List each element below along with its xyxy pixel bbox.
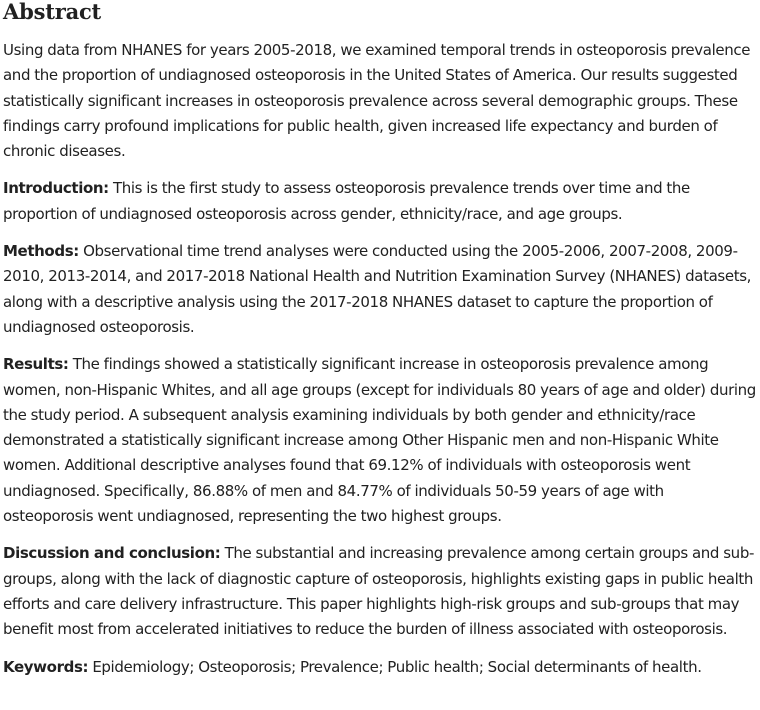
keywords-text: Epidemiology; Osteoporosis; Prevalence; Public health; Social determinants of health. [88,657,702,676]
introduction-label: Introduction: [3,179,109,198]
keywords-label: Keywords: [3,657,89,676]
introduction-paragraph [3,176,756,227]
methods-label: Methods: [3,242,79,261]
abstract-summary: Using data from NHANES for years 2005-2018, we examined temporal trends in osteoporosis prevalence and the proportion of undiagnosed osteoporosis in the United States of America. Our results suggested statistically significant increases in osteoporosis prevalence across several demographic groups. These findings carry profound implications for public health, given increased life expectancy and burden of chronic diseases. [3,41,751,161]
methods-text: Observational time trend analyses were conducted using the 2005-2006, 2007-2008, 2009-2010, 2013-2014, and 2017-2018 National Health and Nutrition Examination Survey (NHANES) datasets, along with a descriptive analysis using the 2017-2018 NHANES dataset to capture the proportion of undiagnosed osteoporosis. [3,242,752,336]
results-label: Results: [3,355,69,374]
introduction-text: This is the first study to assess osteoporosis prevalence trends over time and the proportion of undiagnosed osteoporosis across gender, ethnicity/race, and age groups. [3,179,690,223]
results-paragraph [3,352,756,529]
abstract-heading: Abstract [3,0,102,24]
methods-paragraph [3,239,756,340]
discussion-text: The substantial and increasing prevalence among certain groups and sub-groups, along with the lack of diagnostic capture of osteoporosis, highlights existing gaps in public health efforts and care delivery infrastructure. This paper highlights high-risk groups and sub-groups that may benefit most from accelerated initiatives to reduce the burden of illness associated with osteoporosis. [3,544,754,639]
results-text: The findings showed a statistically significant increase in osteoporosis prevalence among women, non-Hispanic Whites, and all age groups (except for individuals 80 years of age and older) during the study period. A subsequent analysis examining individuals by both gender and ethnicity/race demonstrated a statistically significant increase among Other Hispanic men and non-Hispanic White women. Additional descriptive analyses found that 69.12% of individuals with osteoporosis went undiagnosed. Specifically, 86.88% of men and 84.77% of individuals 50-59 years of age with osteoporosis went undiagnosed, representing the two highest groups. [3,355,756,526]
discussion-paragraph [3,541,756,642]
discussion-label: Discussion and conclusion: [3,544,221,563]
keywords-paragraph [3,655,756,680]
